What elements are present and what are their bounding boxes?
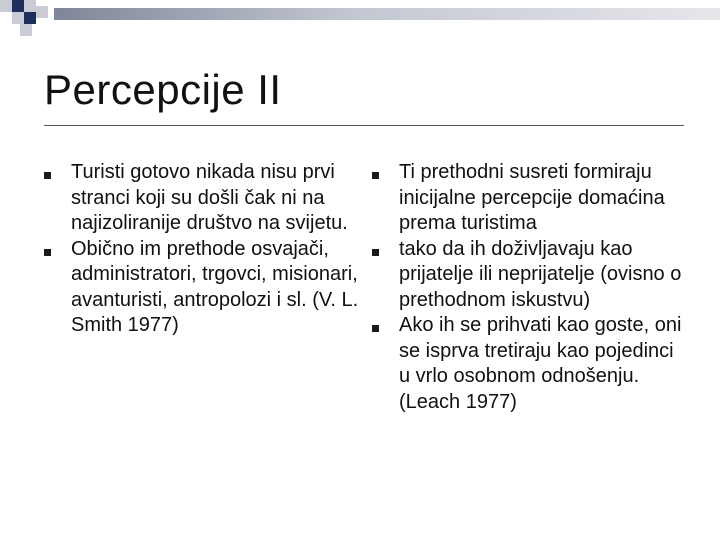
square-bullet-icon — [372, 249, 379, 256]
square-bullet-icon — [372, 172, 379, 179]
square-bullet-icon — [44, 172, 51, 179]
list-item — [372, 313, 688, 415]
bullet-text: tako da ih doživljavaju kao prijatelje ili neprijatelje (ovisno o prethodnom iskustvu) — [399, 237, 682, 311]
list-item — [372, 237, 688, 314]
slide-title: Percepcije II — [44, 66, 282, 113]
square-bullet-icon — [44, 249, 51, 256]
right-bullet-list — [372, 160, 688, 415]
bullet-text: Ako ih se prihvati kao goste, oni se isprva tretiraju kao pojedinci u vrlo osobnom odnošenju. (Leach 1977) — [399, 314, 682, 413]
list-item — [372, 160, 688, 237]
bullet-text: Ti prethodni susreti formiraju inicijalne percepcije domaćina prema turistima — [399, 161, 665, 234]
list-item — [44, 160, 360, 237]
list-item — [44, 237, 360, 339]
bullet-text: Obično im prethode osvajači, administratori, trgovci, misionari, avanturisti, antropolozi i sl. (V. L. Smith 1977) — [71, 237, 359, 336]
header-decoration — [0, 0, 720, 40]
left-bullet-list — [44, 160, 360, 339]
square-bullet-icon — [372, 325, 379, 332]
title-divider — [44, 125, 684, 126]
bullet-text: Turisti gotovo nikada nisu prvi stranci koji su došli čak ni na najizoliranije društvo na svijetu. — [71, 161, 348, 234]
